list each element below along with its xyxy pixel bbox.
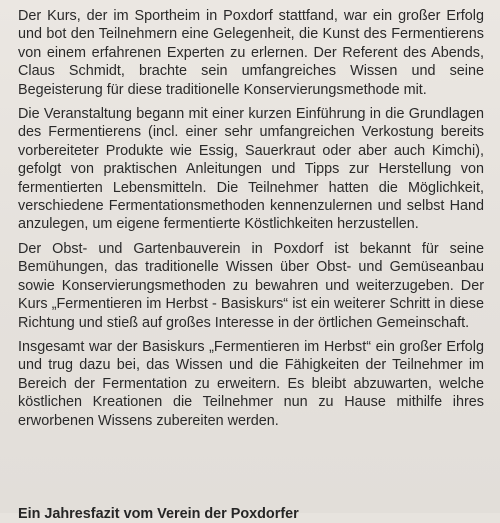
- next-section-heading: [18, 505, 484, 522]
- article-paragraph-4: Insgesamt war der Basiskurs „Fermentieren im Herbst“ ein großer Erfolg und trug dazu bei, das Wissen und die Fähigkeiten der Teilnehmer im Bereich der Fermentation zu erweitern. Es bleibt abzuwarten, welche köstlichen Kreationen die Teilnehmer nun zu Hause mithilfe ihres erworbenen Wissens zubereiten werden.: [18, 338, 484, 429]
- article-paragraph-2: Die Veranstaltung begann mit einer kurzen Einführung in die Grundlagen des Fermentierens (incl. einer sehr umfangreichen Verkostung bereits vorbereiteter Produkte wie Essig, Sauerkraut oder aber auch Kimchi), gefolgt von praktischen Anleitungen und Tipps zur Herstellung von fermentierten Lebensmitteln. Die Teilnehmer hatten die Möglichkeit, verschiedene Fermentationsmethoden kennenzulernen und selbst Hand anzulegen, um eigene fermentierte Köstlichkeiten herzustellen.: [18, 106, 484, 233]
- article-body: [18, 7, 484, 436]
- article-paragraph-3: Der Obst- und Gartenbauverein in Poxdorf ist bekannt für seine Bemühungen, das traditionelle Wissen über Obst- und Gemüseanbau sowie Konservierungsmethoden zu bewahren und weiterzugeben. Der Kurs „Fermentieren im Herbst - Basiskurs“ ist ein weiterer Schritt in diese Richtung und stieß auf großes Interesse in der örtlichen Gemeinschaft.: [18, 240, 484, 331]
- next-section-heading-text: Ein Jahresfazit vom Verein der Poxdorfer: [18, 506, 299, 522]
- article-paragraph-1: Der Kurs, der im Sportheim in Poxdorf stattfand, war ein großer Erfolg und bot den Teilnehmern eine Gelegenheit, die Kunst des Fermentierens von einem erfahrenen Experten zu erlernen. Der Referent des Abends, Claus Schmidt, brachte sein umfangreiches Wissen und seine Begeisterung für diese traditionelle Konservierungsmethode mit.: [18, 8, 484, 98]
